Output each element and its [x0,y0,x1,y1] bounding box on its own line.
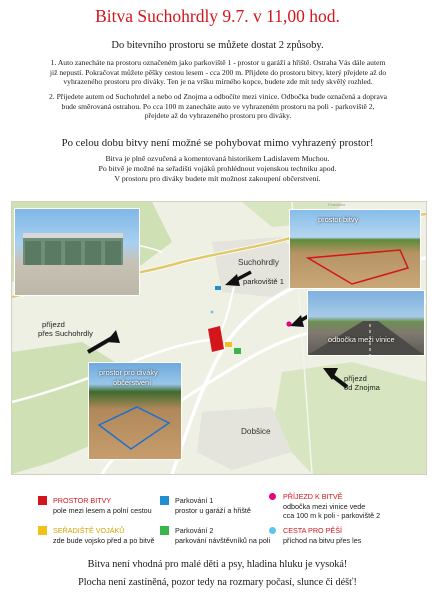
turnoff-illustration [308,291,424,355]
footer-warning-noise: Bitva není vhodná pro malé děti a psy, hladina hluku je vysoká! [87,559,348,570]
page-title: Bitva Suchohrdly 9.7. v 11,00 hod. [95,6,340,26]
legend-swatch [38,496,47,505]
photo-battle-area [289,209,421,289]
photo-garages [14,208,140,296]
info-line: Po bitvě je možné na seřadišti vojáků prohlédnout vojenskou techniku apod. [98,163,337,173]
option-2-line: přejdete až do vyhrazeného prostoru pro diváky. [144,111,292,121]
area-map [11,201,427,475]
legend-desc: odbočka mezi vinice vede [283,501,366,511]
arrival-znojmo-label: od Znojma [344,383,380,392]
battle-area-outline [308,250,408,284]
legend-swatch [269,527,276,534]
town-label-dobsice: Dobšice [241,427,271,436]
photo-refreshment-label: občerstvení [113,378,152,387]
legend-desc: příchod na bitvu přes les [283,535,362,545]
info-block [0,154,435,183]
legend-swatch [38,526,47,535]
town-label-suchohrdly: Suchohrdly [238,258,279,267]
option-1-paragraph [14,58,422,87]
arrival-suchohrdly-label: přes Suchohrdly [38,329,93,338]
garage-door [65,241,81,265]
parking-1-label: parkoviště 1 [243,277,284,286]
photo-viewers-label: prostor pro diváky [99,368,158,377]
legend-swatch [160,496,169,505]
soldiers-assembly-marker [225,342,232,347]
legend-title: Parkování 1 [175,496,214,505]
photo-turnoff [307,290,425,356]
photo-turnoff-label: odbočka mezi vinice [328,335,395,344]
garage-door [105,241,121,265]
parking-1-marker [215,286,221,290]
footpath-marker [211,311,214,314]
arrival-znojmo-label: příjezd [344,374,367,383]
option-1-line: 1. Auto zanecháte na prostoru označeném jako parkoviště 1 - prostor u garáží a hřiště. Ostraha Vás dále autem [50,58,386,67]
garage-door [25,241,41,265]
garage-door [45,241,61,265]
option-2-line: bude směrovaná ostrahou. Po cca 100 m zanecháte auto ve vyhrazeném prostoru na poli - parkoviště 2, [61,101,375,111]
arrival-suchohrdly-label: příjezd [42,320,65,329]
photo-battle-area-label: prostor bitvy [318,215,359,224]
option-2-paragraph [14,92,422,121]
legend-swatch [269,493,276,500]
legend-title: Parkování 2 [175,526,214,535]
garages-illustration [15,209,139,295]
photo-viewers-area [88,362,182,460]
option-1-line: již nepustí. Pokračovat můžete pěšky cestou lesem - cca 200 m. Přijdete do prostoru bitvy, který přejdete až do [49,67,387,77]
parking-2-marker [234,348,241,354]
legend-title: SEŘADIŠTĚ VOJÁKŮ [53,526,125,535]
garage-roof [23,233,123,238]
legend-title: PROSTOR BITVY [53,496,112,505]
legend-title: PŘÍJEZD K BITVĚ [283,492,343,501]
legend-desc: pole mezi lesem a polní cestou [53,505,152,515]
restriction-heading: Po celou dobu bitvy není možné se pohybovat mimo vyhrazený prostor! [61,137,374,149]
legend-desc: parkování návštěvníků na poli [175,535,271,545]
legend-swatch [160,526,169,535]
subtitle: Do bitevního prostoru se můžete dostat 2 způsoby. [111,40,324,51]
garage-door [85,241,101,265]
footer-warning-weather: Plocha není zastíněná, pozor tedy na rozmary počasí, slunce či déšť! [78,577,357,588]
info-line: Bitva je plně ozvučená a komentovaná historikem Ladislavem Muchou. [105,154,330,163]
road-label: Podvinice [328,202,346,207]
viewers-area-outline [99,407,169,449]
legend-desc: zde bude vojsko před a po bitvě [53,535,155,545]
legend-title: CESTA PRO PĚŠÍ [283,526,342,535]
legend-desc: cca 100 m k poli - parkoviště 2 [283,511,381,520]
option-1-line: vyhrazeného prostoru pro diváky. Ten je na vršku mírného kopce, budete zde mít tedy skvělý rozhled. [63,77,373,87]
legend-desc: prostor u garáží a hřiště [175,505,251,515]
info-line: V prostoru pro diváky budete mít možnost zakoupení občerstvení. [114,173,321,183]
option-2-line: 2. Přijedete autem od Suchohrdel a nebo od Znojma a odbočíte mezi vinice. Odbočka bude označená a doprava [48,92,387,101]
